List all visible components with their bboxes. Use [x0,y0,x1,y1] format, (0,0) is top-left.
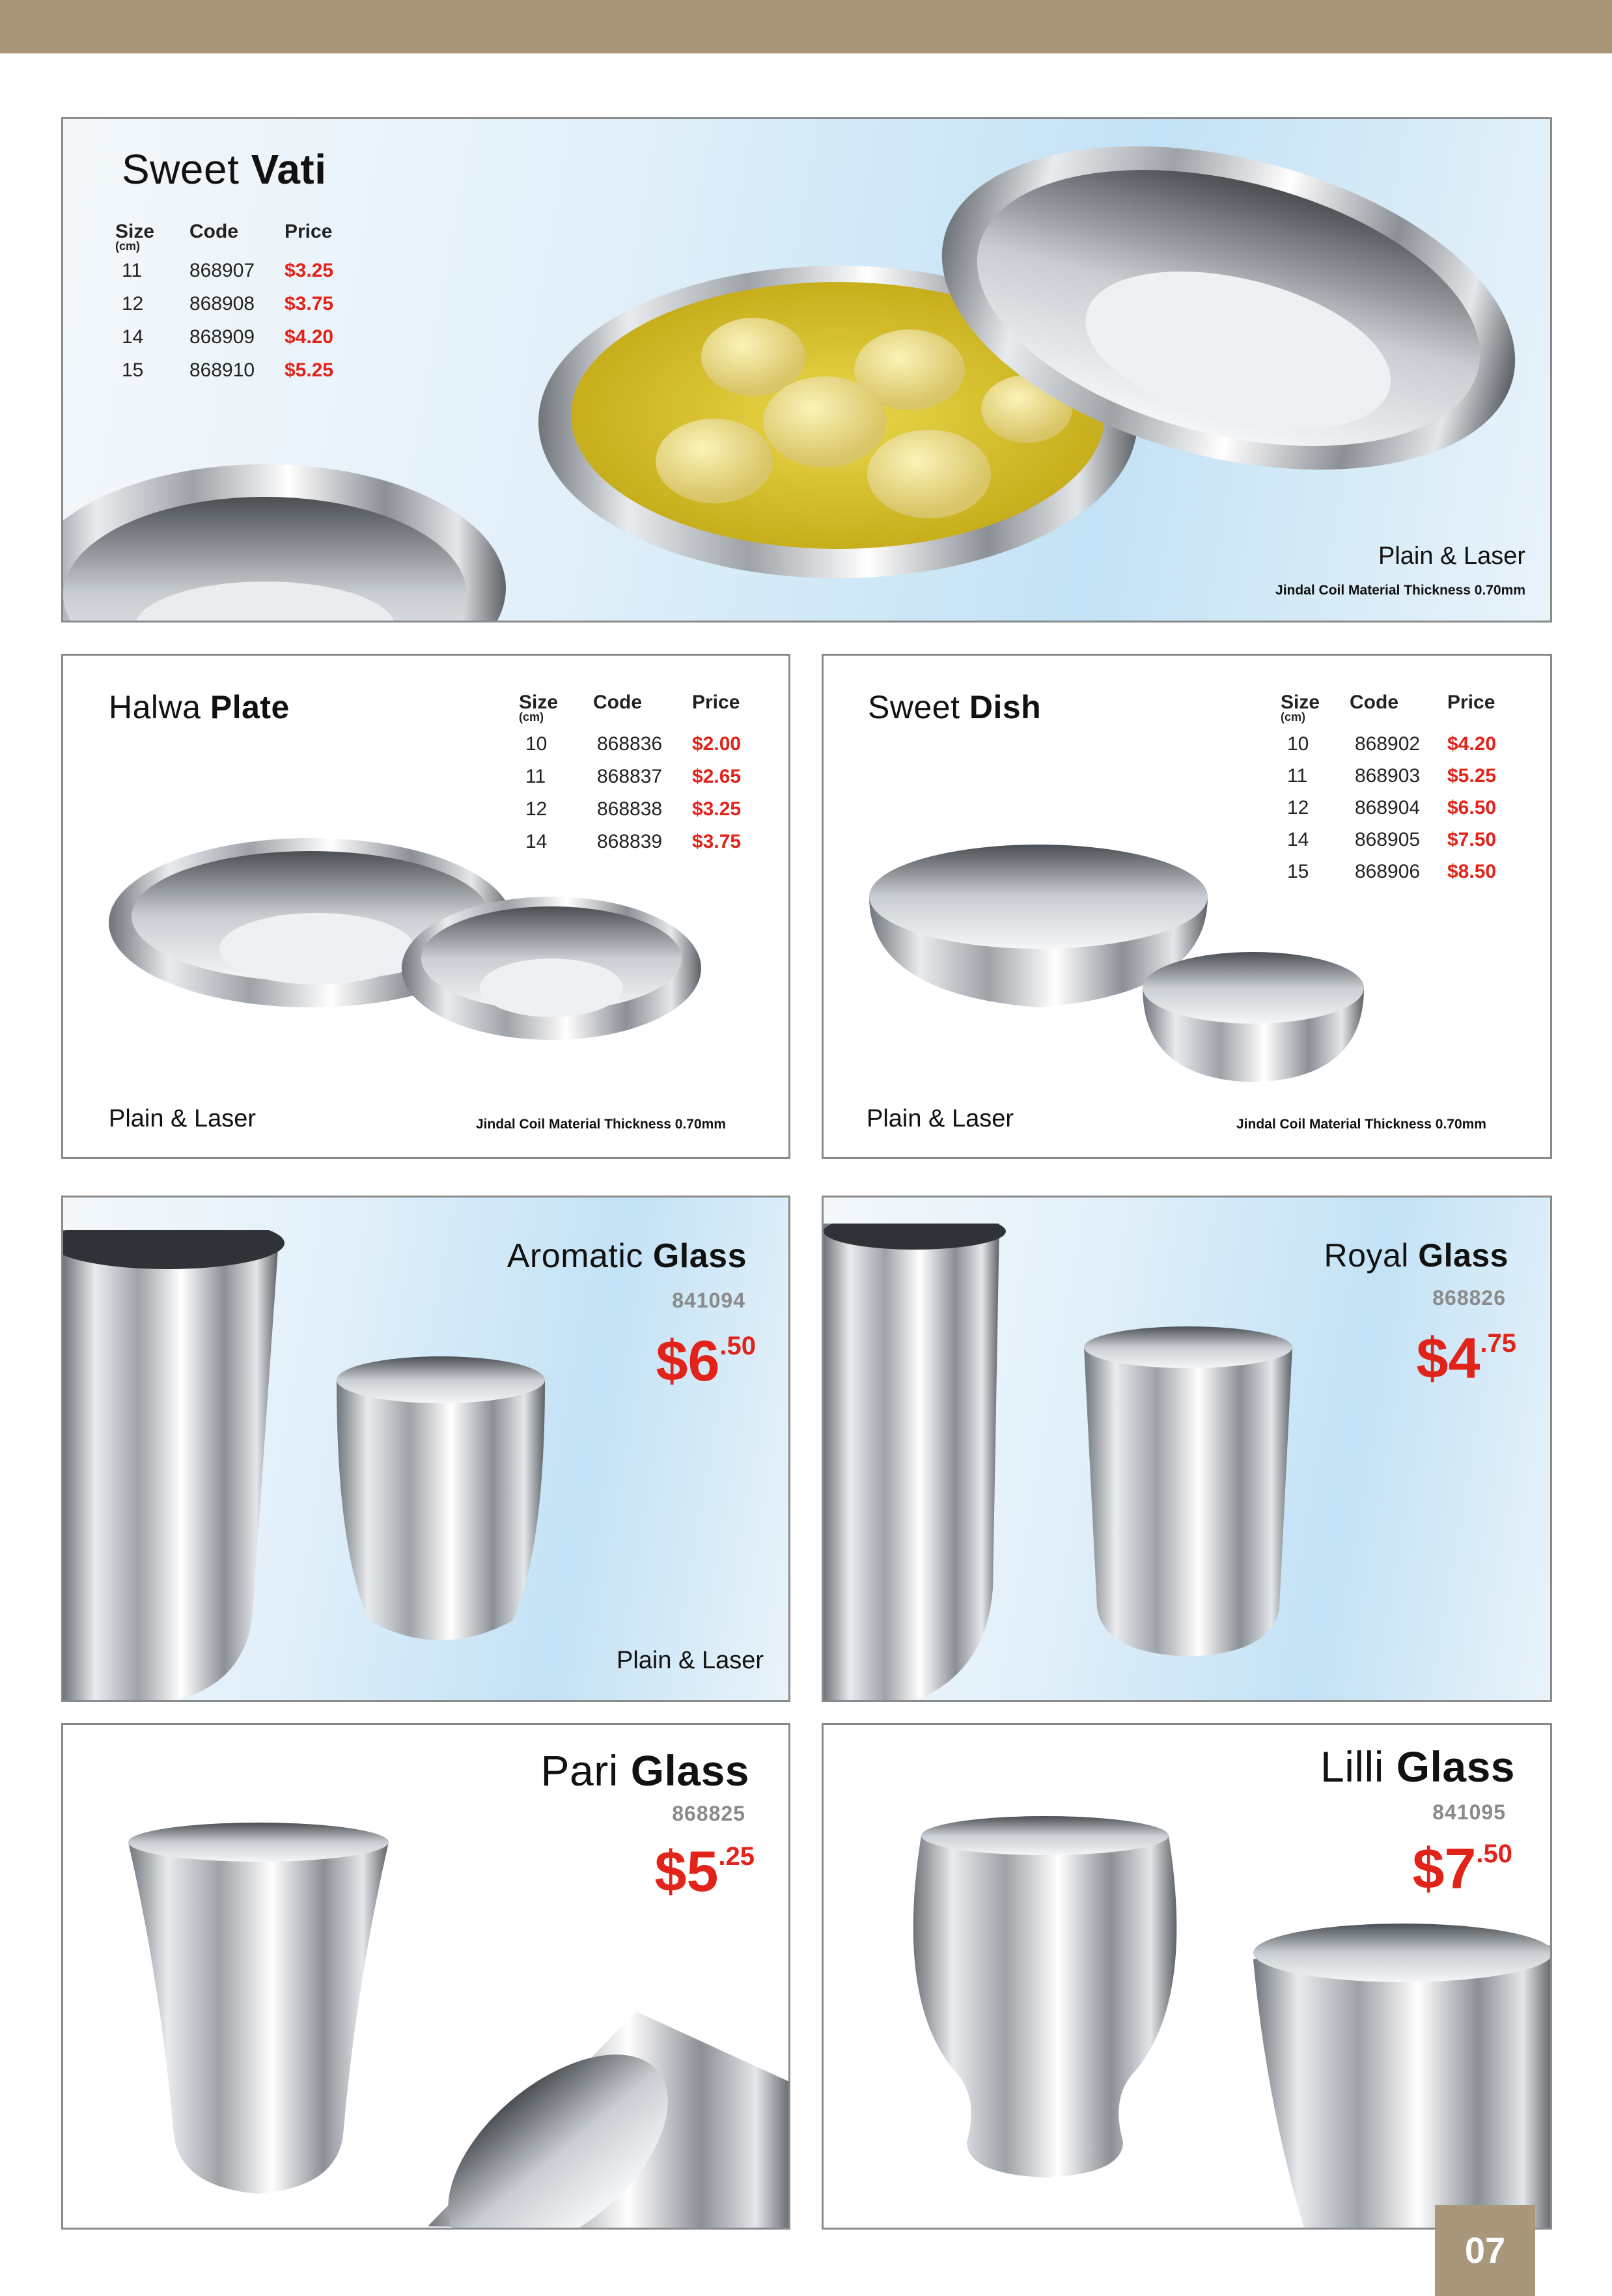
halwa-plate-finish: Plain & Laser [109,1105,257,1132]
halwa-plate-image [102,819,727,1079]
royal-glass-price: $4.75 [1416,1326,1516,1390]
sweet-dish-title: Sweet Dish [868,689,1042,725]
sweet-vati-material: Jindal Coil Material Thickness 0.70mm [1275,583,1525,598]
lilli-glass-title: Lilli Glass [1320,1743,1515,1791]
pari-glass-panel [61,1723,790,2230]
sweet-vati-panel [61,117,1552,623]
sweet-dish-material: Jindal Coil Material Thickness 0.70mm [1236,1117,1486,1132]
sweet-dish-image [856,832,1416,1085]
royal-glass-title: Royal Glass [1324,1237,1508,1274]
aromatic-glass-title: Aromatic Glass [507,1237,747,1275]
sweet-vati-bowl-right-image [923,132,1535,523]
sweet-vati-table: Size (cm) Code Price 11 868907 $3.25 12 868908 $3.75 14 868909 $4.20 15 868910 $5.25 [115,221,334,381]
halwa-plate-material: Jindal Coil Material Thickness 0.70mm [476,1117,726,1132]
aromatic-glass-price: $6.50 [656,1328,756,1393]
royal-glass-large-image [824,1224,1006,1702]
pari-glass-title: Pari Glass [540,1746,749,1795]
lilli-glass-price: $7.50 [1412,1836,1512,1901]
pari-glass-tilted-image [428,2011,790,2230]
aromatic-glass-small-image [330,1354,551,1653]
lilli-glass-panel [822,1723,1552,2230]
halwa-plate-table: Size (cm) Code Price 10 868836 $2.00 11 868837 $2.65 12 868838 $3.25 14 868839 $3.75 [519,692,742,852]
aromatic-glass-code: 841094 [672,1289,745,1312]
pari-glass-price: $5.25 [654,1839,755,1903]
sweet-dish-panel [822,654,1552,1159]
royal-glass-small-image [1077,1321,1299,1660]
sweet-vati-bowl-left-image [61,432,551,623]
sweet-vati-title: Sweet Vati [122,146,327,193]
sweet-dish-finish: Plain & Laser [867,1105,1014,1132]
lilli-glass-upright-image [908,1816,1182,2181]
aromatic-glass-large-image [63,1230,285,1702]
page-number: 07 [1435,2205,1535,2296]
royal-glass-panel [822,1196,1552,1702]
halwa-plate-title: Halwa Plate [109,689,290,725]
sweet-vati-finish: Plain & Laser [1378,542,1525,570]
aromatic-glass-panel [61,1196,790,1702]
pari-glass-upright-image [122,1823,395,2226]
lilli-glass-code: 841095 [1432,1800,1506,1824]
lilli-glass-tilted-image [1253,1907,1552,2230]
sweet-dish-table: Size (cm) Code Price 10 868902 $4.20 11 868903 $5.25 12 868904 $6.50 14 868905 $7.50 15 868906 $8.50 [1281,692,1497,882]
royal-glass-code: 868826 [1432,1286,1506,1309]
aromatic-glass-finish: Plain & Laser [616,1647,764,1674]
halwa-plate-panel [61,654,790,1159]
top-accent-bar [0,0,1612,53]
pari-glass-code: 868825 [672,1802,745,1825]
